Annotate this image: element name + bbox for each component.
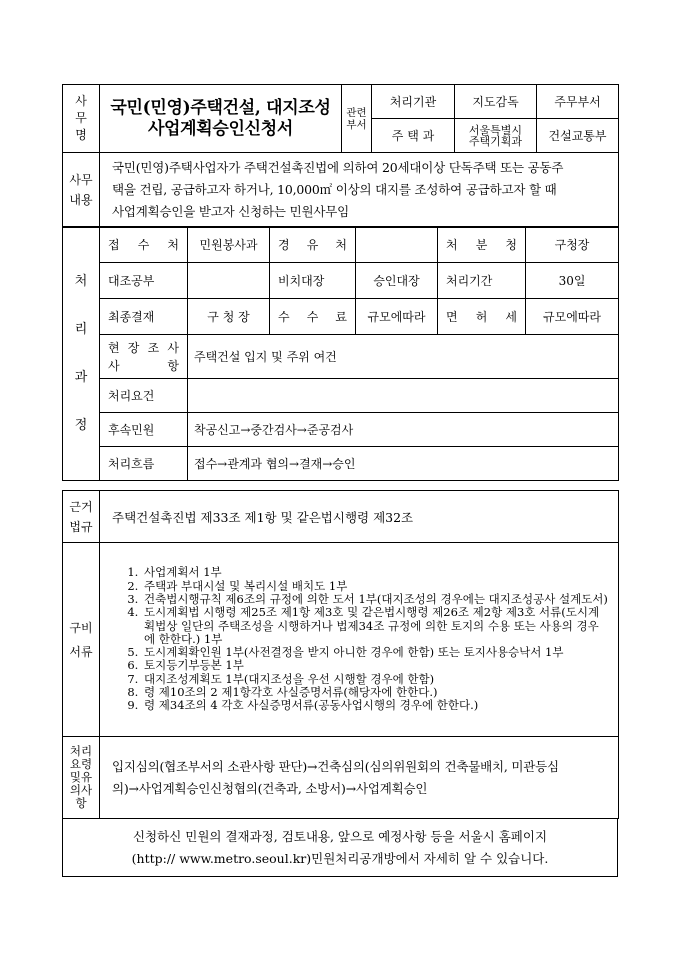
documents-table [62, 542, 619, 737]
legal-basis-text: 주택건설촉진법 제33조 제1항 및 같은법시행령 제32조 [100, 491, 619, 543]
follow-up-label: 후속민원 [100, 413, 188, 447]
guidance-label: 지도감독 [455, 85, 537, 119]
ledger-label: 비치대장 [270, 263, 356, 299]
disposition-value: 구청장 [526, 227, 619, 263]
form-title [100, 85, 342, 153]
site-survey-label: 현 장 조 사 사 항 [100, 335, 188, 379]
reception-value: 민원봉사과 [188, 227, 270, 263]
documents-list [100, 558, 618, 720]
notes-label: 처리요령및유의사항 [63, 737, 100, 819]
follow-up-value: 착공신고→중간검사→준공검사 [188, 413, 619, 447]
legal-basis-table [62, 490, 619, 543]
lead-dept-label: 주무부서 [537, 85, 619, 119]
ledger-value: 승인대장 [356, 263, 438, 299]
document-item: 7. 대지조성계획도 1부(대지조성을 우선 시행할 경우에 한함) [142, 673, 608, 686]
title-line-1: 국민(민영)주택건설, 대지조성 [110, 97, 331, 118]
period-label: 처리기간 [438, 263, 526, 299]
reception-label: 접 수 처 [100, 227, 188, 263]
process-label: 처리과정 [63, 227, 100, 481]
title-line-2: 사업계획승인신청서 [147, 118, 294, 139]
process-table [62, 226, 619, 481]
site-survey-value: 주택건설 입지 및 주위 여건 [188, 335, 619, 379]
footer-note: 신청하신 민원의 결재과정, 검토내용, 앞으로 예정사항 등을 서울시 홈페이지 (http:// www.metro.seoul.kr)민원처리공개방에서 자세히 알 수 있습니다. [63, 819, 618, 877]
requirements-value [188, 379, 619, 413]
lead-dept-value: 건설교통부 [537, 119, 619, 153]
register-label: 대조공부 [100, 263, 188, 299]
document-item: 4. 도시계획법 시행령 제25조 제1항 제3호 및 같은법시행령 제26조 제2항 제3호 서류(도시계획법상 일단의 주택조성을 시행하거나 법제34조 규정에 의한 토지의 수용 또는 사용의 경우에 한한다.) 1부 [142, 606, 608, 646]
requirements-label: 처리요건 [100, 379, 188, 413]
notes-text: 입지심의(협조부서의 소관사항 판단)→건축심의(심의위원회의 건축물배치, 미관등심 의)→사업계획승인신청협의(건축과, 소방서)→사업계획승인 [100, 737, 619, 819]
via-label: 경 유 처 [270, 227, 356, 263]
footer-table [62, 818, 618, 877]
work-content-text: 국민(민영)주택사업자가 주택건설촉진법에 의하여 20세대이상 단독주택 또는 공동주 택을 건립, 공급하고자 하거나, 10,000㎡ 이상의 대지를 조성하여 공급하고자 할 때 사업계획승인을 받고자 신청하는 민원사무임 [100, 153, 619, 228]
document-item: 3. 건축법시행규칙 제6조의 규정에 의한 도서 1부(대지조성의 경우에는 대지조성공사 설계도서) [142, 593, 608, 606]
license-tax-label: 면 허 세 [438, 299, 526, 335]
fee-label: 수 수 료 [270, 299, 356, 335]
related-dept-label: 관련부서 [342, 85, 372, 153]
header-table [62, 84, 619, 153]
register-value [188, 263, 270, 299]
license-tax-value: 규모에따라 [526, 299, 619, 335]
legal-basis-label: 근거법규 [63, 491, 100, 543]
guidance-value: 서울특별시 주택기획과 [455, 119, 537, 153]
document-item: 9. 령 제34조의 4 각호 사실증명서류(공동사업시행의 경우에 한한다.) [142, 699, 608, 712]
document-item: 1. 사업계획서 1부 [142, 566, 608, 579]
fee-value: 규모에따라 [356, 299, 438, 335]
final-approval-label: 최종결재 [100, 299, 188, 335]
document-item: 2. 주택과 부대시설 및 복리시설 배치도 1부 [142, 580, 608, 593]
work-content-label: 사무내용 [63, 153, 100, 228]
processing-agency-value: 주 택 과 [372, 119, 455, 153]
document-item: 6. 토지등기부등본 1부 [142, 659, 608, 672]
via-value [356, 227, 438, 263]
disposition-label: 처 분 청 [438, 227, 526, 263]
work-content-table [62, 152, 619, 228]
office-name-label: 사무명 [63, 85, 100, 153]
documents-list-cell [100, 543, 619, 737]
document-item: 8. 령 제10조의 2 제1항각호 사실증명서류(해당자에 한한다.) [142, 686, 608, 699]
flow-label: 처리흐름 [100, 447, 188, 481]
final-approval-value: 구 청 장 [188, 299, 270, 335]
notes-table [62, 736, 619, 819]
document-item: 5. 도시계획확인원 1부(사전결정을 받지 아니한 경우에 한함) 또는 토지사용승낙서 1부 [142, 646, 608, 659]
period-value: 30일 [526, 263, 619, 299]
documents-label: 구비서류 [63, 543, 100, 737]
processing-agency-label: 처리기관 [372, 85, 455, 119]
flow-value: 접수→관계과 협의→결재→승인 [188, 447, 619, 481]
